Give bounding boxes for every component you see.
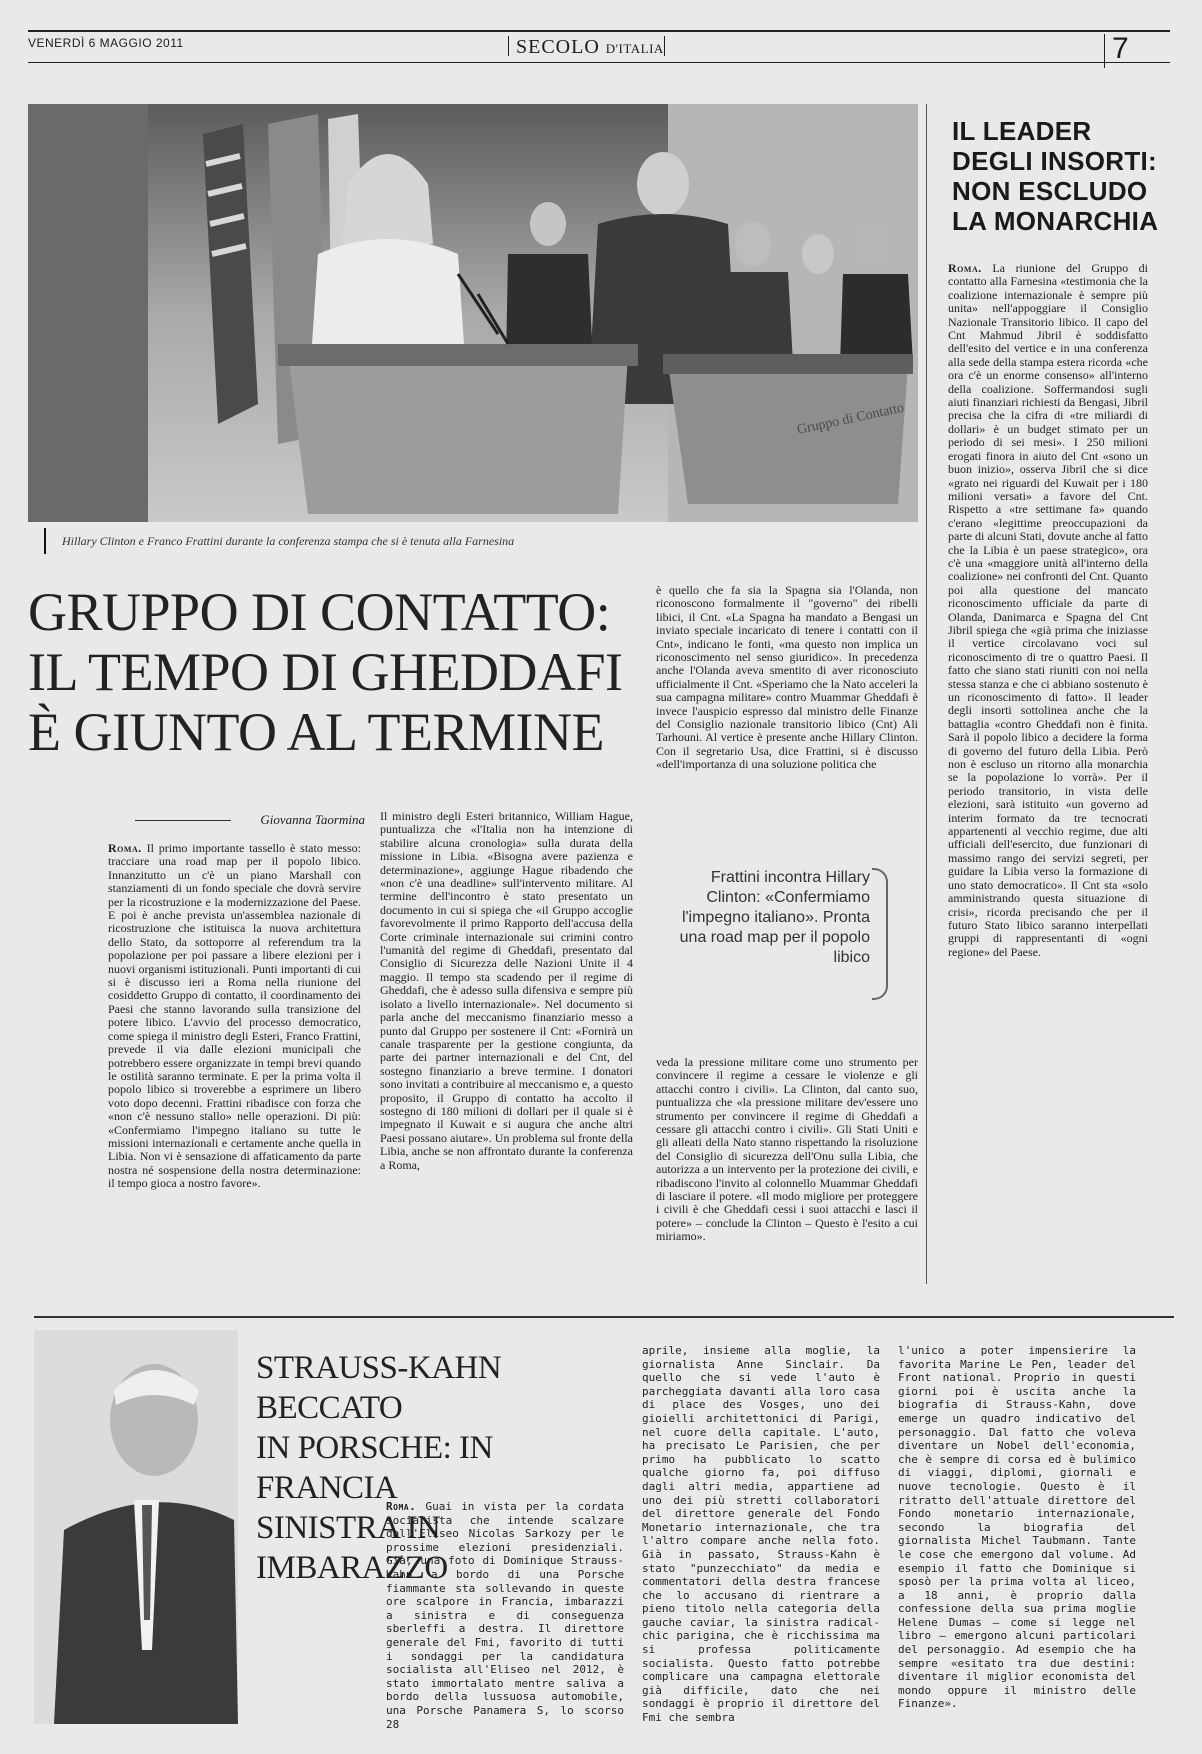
- page-number: 7: [1112, 32, 1129, 65]
- strauss-kahn-portrait: [34, 1330, 238, 1724]
- main-headline-line: GRUPPO DI CONTATTO:: [28, 582, 611, 642]
- strauss-kahn-headline-line: IN PORSCHE: IN FRANCIA: [256, 1430, 493, 1506]
- main-article-text: Il primo importante tassello è stato messo: tracciare una road map per il popolo libico. Innanzitutto un c'è un piano Marshall con stanziamenti di un fondo speciale che dovrà servire per la ricostruzione e la modernizzazione del Paese. E poi è anche prevista un'assemblea nazionale di ricostruzione che istituisca la nuova architettura dello Stato, da sottoporre al referendum tra la popolazione per poi passare a libere elezioni per i nuovi organismi istituzionali. Punti importanti di cui si è discusso ieri a Roma nella riunione del cosiddetto Gruppo di contatto, il coordinamento dei Paesi che stanno lavorando sulla transizione del potere libico. L'avvio del processo democratico, come spiega il ministro degli Esteri, Franco Frattini, prevede il via dalle elezioni municipali che potrebbero essere organizzate in tempi brevi quando le ostilità saranno terminate. E per la prima volta il popolo libico si troverebbe a esprimere un libero voto dopo decenni. Frattini ribadisce con forza che «non c'è nessuno stallo» nelle operazioni. Di più: «Confermiamo l'impegno italiano su tutte le missioni internazionali e certamente anche quella in Libia. Non vi è sensazione di affaticamento da parte nostra né sospensione della nostra determinazione: il tempo gioca a nostro favore».: [108, 842, 361, 1191]
- main-article-column-2: [380, 810, 633, 1282]
- main-article-column-1: [108, 842, 361, 1282]
- press-conference-photo: [28, 104, 918, 522]
- strauss-kahn-text: aprile, insieme alla moglie, la giornalista Anne Sinclair. Da quello che si vede l'auto è parcheggiata davanti alla loro casa di place des Vosges, uno dei gioielli architettonici di Parigi, nel cuore della capitale. L'auto, ha precisato Le Parisien, che per primo ha pubblicato lo scatto qualche giorno fa, poi diffuso dagli altri media, appartiene ad uno dei più stretti collaboratori del direttore generale del Fondo Monetario internazionale, che tra l'altro compare anche nella foto. Già in passato, Strauss-Kahn è stato "punzecchiato" da media e commentatori della destra francese che lo accusano di rientrare a pieno titolo nella categoria della gauche caviar, la sinistra radical-chic parigina, che è ricchissima ma si professa politicamente socialista. Questo fatto potrebbe complicare una campagna elettorale già difficile, dato che nei sondaggi è proprio il direttore del Fmi che sembra: [642, 1344, 880, 1725]
- dateline: Roma.: [948, 262, 982, 275]
- dateline: Roma.: [108, 842, 142, 855]
- byline: Giovanna Taormina: [135, 812, 365, 828]
- main-article-text: veda la pressione militare come uno strumento per convincere il regime a cessare le violenze e gli attacchi contro i civili». La Clinton, dal canto suo, puntualizza che «la pressione militare dev'essere uno strumento per convincere il regime di Gheddafi a cessare gli attacchi contro i civili». Gli Stati Uniti e gli alleati della Nato stanno rispettando la risoluzione del Consiglio di sicurezza dell'Onu sulla Libia, che autorizza a un intervento per la protezione dei civili, e ribadiscono l'invito al colonnello Muammar Gheddafi di lasciare il potere. «Il modo migliore per proteggere i civili è che Gheddafi cessi i suoi attacchi e lasci il potere» – conclude la Clinton – Questo è l'esito a cui miriamo».: [656, 1056, 918, 1244]
- pull-quote-brace: [872, 868, 888, 1000]
- strauss-kahn-headline-line: SINISTRA IN IMBARAZZO: [256, 1510, 448, 1586]
- main-headline: [28, 582, 648, 762]
- main-article-text: è quello che fa sia la Spagna sia l'Olanda, non riconoscono formalmente il "governo" dei ribelli libici, il Cnt. «La Spagna ha mandato a Bengasi un inviato speciale incaricato di tenere i contatti con il Cnt», indicano le fonti, «ma questo non implica un riconoscimento nel senso giuridico». In precedenza anche l'Olanda aveva smentito di aver riconosciuto ufficialmente il Cnt. «Speriamo che la Nato acceleri la sua campagna militare» contro Muammar Gheddafi è invece l'auspicio espresso dal ministro delle Finanze del Consiglio nazionale transitorio libico (Cnt) Ali Tarhouni. Al vertice è presente anche Hillary Clinton. Con il segretario Usa, dice Frattini, si è discusso «dell'importanza di una soluzione politica che: [656, 584, 918, 772]
- press-conference-illustration: [28, 104, 918, 522]
- masthead-divider: [664, 36, 665, 56]
- pull-quote: Frattini incontra Hillary Clinton: «Confermiamo l'impegno italiano». Pronta una road map per il popolo libico: [679, 869, 870, 966]
- section-divider: [34, 1316, 1174, 1318]
- side-headline-line: LA MONARCHIA: [952, 206, 1159, 236]
- strauss-kahn-column-1: [386, 1500, 624, 1736]
- strauss-kahn-headline-line: STRAUSS-KAHN BECCATO: [256, 1350, 502, 1426]
- masthead-top-rule: [28, 30, 1170, 32]
- side-article-body: [948, 262, 1148, 1282]
- side-headline: [952, 116, 1162, 236]
- side-article-text: La riunione del Gruppo di contatto alla Farnesina «testimonia che la coalizione internazionale è sempre più unita» nell'appoggiare il Consiglio Nazionale Transitorio libico. Il capo del Cnt Mahmud Jibril è soddisfatto dell'esito del vertice e in una conferenza alla sede della stampa estera ricorda «che ora c'è un enorme consenso» all'interno della coalizione. Soffermandosi sugli aiuti finanziari richiesti da Bengasi, Jibril precisa che la cifra di «tre miliardi di dollari» è un budget stimato per un periodo di sei mesi». I 250 milioni erogati finora in aiuto del Cnt «sono un buon inizio», osserva Jibril che si dice «grato nei riguardi del Kuwait per i 180 milioni versati» a favore del Cnt. Rispetto a «tre settimane fa» quando c'erano «legittime preoccupazioni da parte di alcuni Stati, dovute anche al fatto che la Libia è un paese strategico», ora c'è una «maggiore unità all'interno della coalizione» nei confronti del Cnt. Quanto poi alla questione del mancato riconoscimento ufficiale da parte di Olanda, Danimarca e Spagna del Cnt Jibril spiega che «già prima che iniziasse il vertice circolavano voci sul riconoscimento di tre o quattro Paesi. Il fatto che siano stati riuniti con noi nella stessa stanza e che ci abbiano sostenuto è un riconoscimento di fatto». Il leader degli insorti sottolinea anche che la battaglia «contro Gheddafi non è finita. Sarà il popolo libico a decidere la forma di governo del futuro della Libia. Però non è escluso un ritorno alla monarchia se la popolazione lo vorrà». Per il periodo transitorio, in vista delle elezioni, sarà istituito «un governo ad interim formato da tre tecnocrati appartenenti al vecchio regime, due alti ufficiali dell'esercito, due funzionari di massimo rango dei servizi segreti, per guidare la Libia verso la formazione di uno stato democratico». Il Cnt sta «solo amministrando questa situazione di crisi», ricorda precisando che per il futuro Stato libico saranno interpellati gruppi di rappresentanti di «ogni regione» del Paese.: [948, 262, 1148, 959]
- dateline: Roma.: [386, 1500, 417, 1513]
- newspaper-title: [516, 36, 664, 59]
- podium-text: Gruppo di Contatto: [795, 400, 906, 438]
- issue-date: VENERDÌ 6 MAGGIO 2011: [28, 36, 184, 50]
- side-headline-line: NON ESCLUDO: [952, 176, 1148, 206]
- strauss-kahn-text: Guai in vista per la cordata socialista che intende scalzare dall'Eliseo Nicolas Sarkozy per le prossime elezioni presidenziali. Già, una foto di Dominique Strauss-Kahn a bordo di una Porsche fiammante sta sollevando in queste ore scalpore in Francia, imbarazzi a sinistra e di conseguenza sberleffi a destra. Il direttore generale del Fmi, favorito di tutti i sondaggi per la candidatura socialista all'Eliseo nel 2012, è stato immortalato mentre saliva a bordo della lussuosa automobile, una Porsche Panamera S, lo scorso 28: [386, 1500, 624, 1731]
- masthead-divider: [508, 36, 509, 56]
- strauss-kahn-text: l'unico a poter impensierire la favorita Marine Le Pen, leader del Front national. Proprio in questi giorni poi è uscita anche la biografia di Strauss-Kahn, dove emerge un quadro indicativo del personaggio. Dal fatto che voleva diventare un Nobel dell'economia, che è sempre di corsa ed è bulimico di viaggi, diplomi, giornali e nuove tecnologie. Questo è il ritratto dell'attuale direttore del Fondo monetario internazionale, secondo la biografia del giornalista Michel Taubmann. Tante le cose che emergono dal volume. Ad esempio il fatto che Dominique si sposò per la prima volta al liceo, a 18 anni, è proprio dalla confessione della sua prima moglie Helene Dumas – come si legge nel libro – emergono alcuni particolari del personaggio. Ad esempio che ha sempre «esitato tra due destini: diventare il miglior economista del mondo oppure il ministro delle Finanze».: [898, 1344, 1136, 1711]
- portrait-illustration: [34, 1330, 238, 1724]
- masthead-bottom-rule: [28, 62, 1170, 63]
- caption-bar: [44, 528, 46, 554]
- side-headline-line: DEGLI INSORTI:: [952, 146, 1157, 176]
- photo-caption: Hillary Clinton e Franco Frattini durante la conferenza stampa che si è tenuta alla Farnesina: [62, 534, 515, 548]
- main-article-text: Il ministro degli Esteri britannico, William Hague, puntualizza che «l'Italia non ha intenzione di stabilire alcuna cronologia» sulla durata della missione in Libia. «Bisogna avere pazienza e determinazione», aggiunge Hague ribadendo che «non c'è una deadline» sull'intervento militare. Al termine dell'incontro è stato presentato un documento in cui si spiega che «il Gruppo accoglie favorevolmente il primo Rapporto dell'accusa della Corte criminale internazionale sui crimini contro l'umanità del regime di Gheddafi, presentato dal Consiglio di Sicurezza delle Nazioni Unite il 4 maggio. Il tempo sta scadendo per il regime di Gheddafi, che è adesso sulla difensiva e sempre più isolato a livello internazionale». Nel documento si parla anche del meccanismo finanziario messo a punto dal Gruppo per sostenere il Cnt: «Fornirà un canale trasparente per la gestione congiunta, da parte dei partner internazionali e del Cnt, del sostegno finanziario a breve termine. I donatori sono invitati a contribuire al meccanismo e, a questo proposito, il Gruppo di contatto ha accolto il sostegno di 180 milioni di dollari per il quale si è impegnato il Kuwait e si augura che anche altri Paesi possano aiutare». Un problema sul fronte della Libia, anche se non affrontato durante la conferenza a Roma,: [380, 810, 633, 1172]
- page-number-divider: [1104, 34, 1105, 68]
- side-column-rule: [926, 104, 927, 1284]
- main-headline-line: IL TEMPO DI GHEDDAFI: [28, 642, 623, 702]
- strauss-kahn-column-3: [898, 1344, 1136, 1736]
- main-article-column-3-bottom: [656, 1056, 918, 1282]
- side-headline-line: IL LEADER: [952, 116, 1092, 146]
- newspaper-title-main: SECOLO: [516, 36, 600, 58]
- strauss-kahn-column-2: [642, 1344, 880, 1736]
- main-article-column-3-top: [656, 584, 918, 836]
- main-headline-line: È GIUNTO AL TERMINE: [28, 702, 604, 762]
- newspaper-title-suffix: D'ITALIA: [605, 41, 664, 56]
